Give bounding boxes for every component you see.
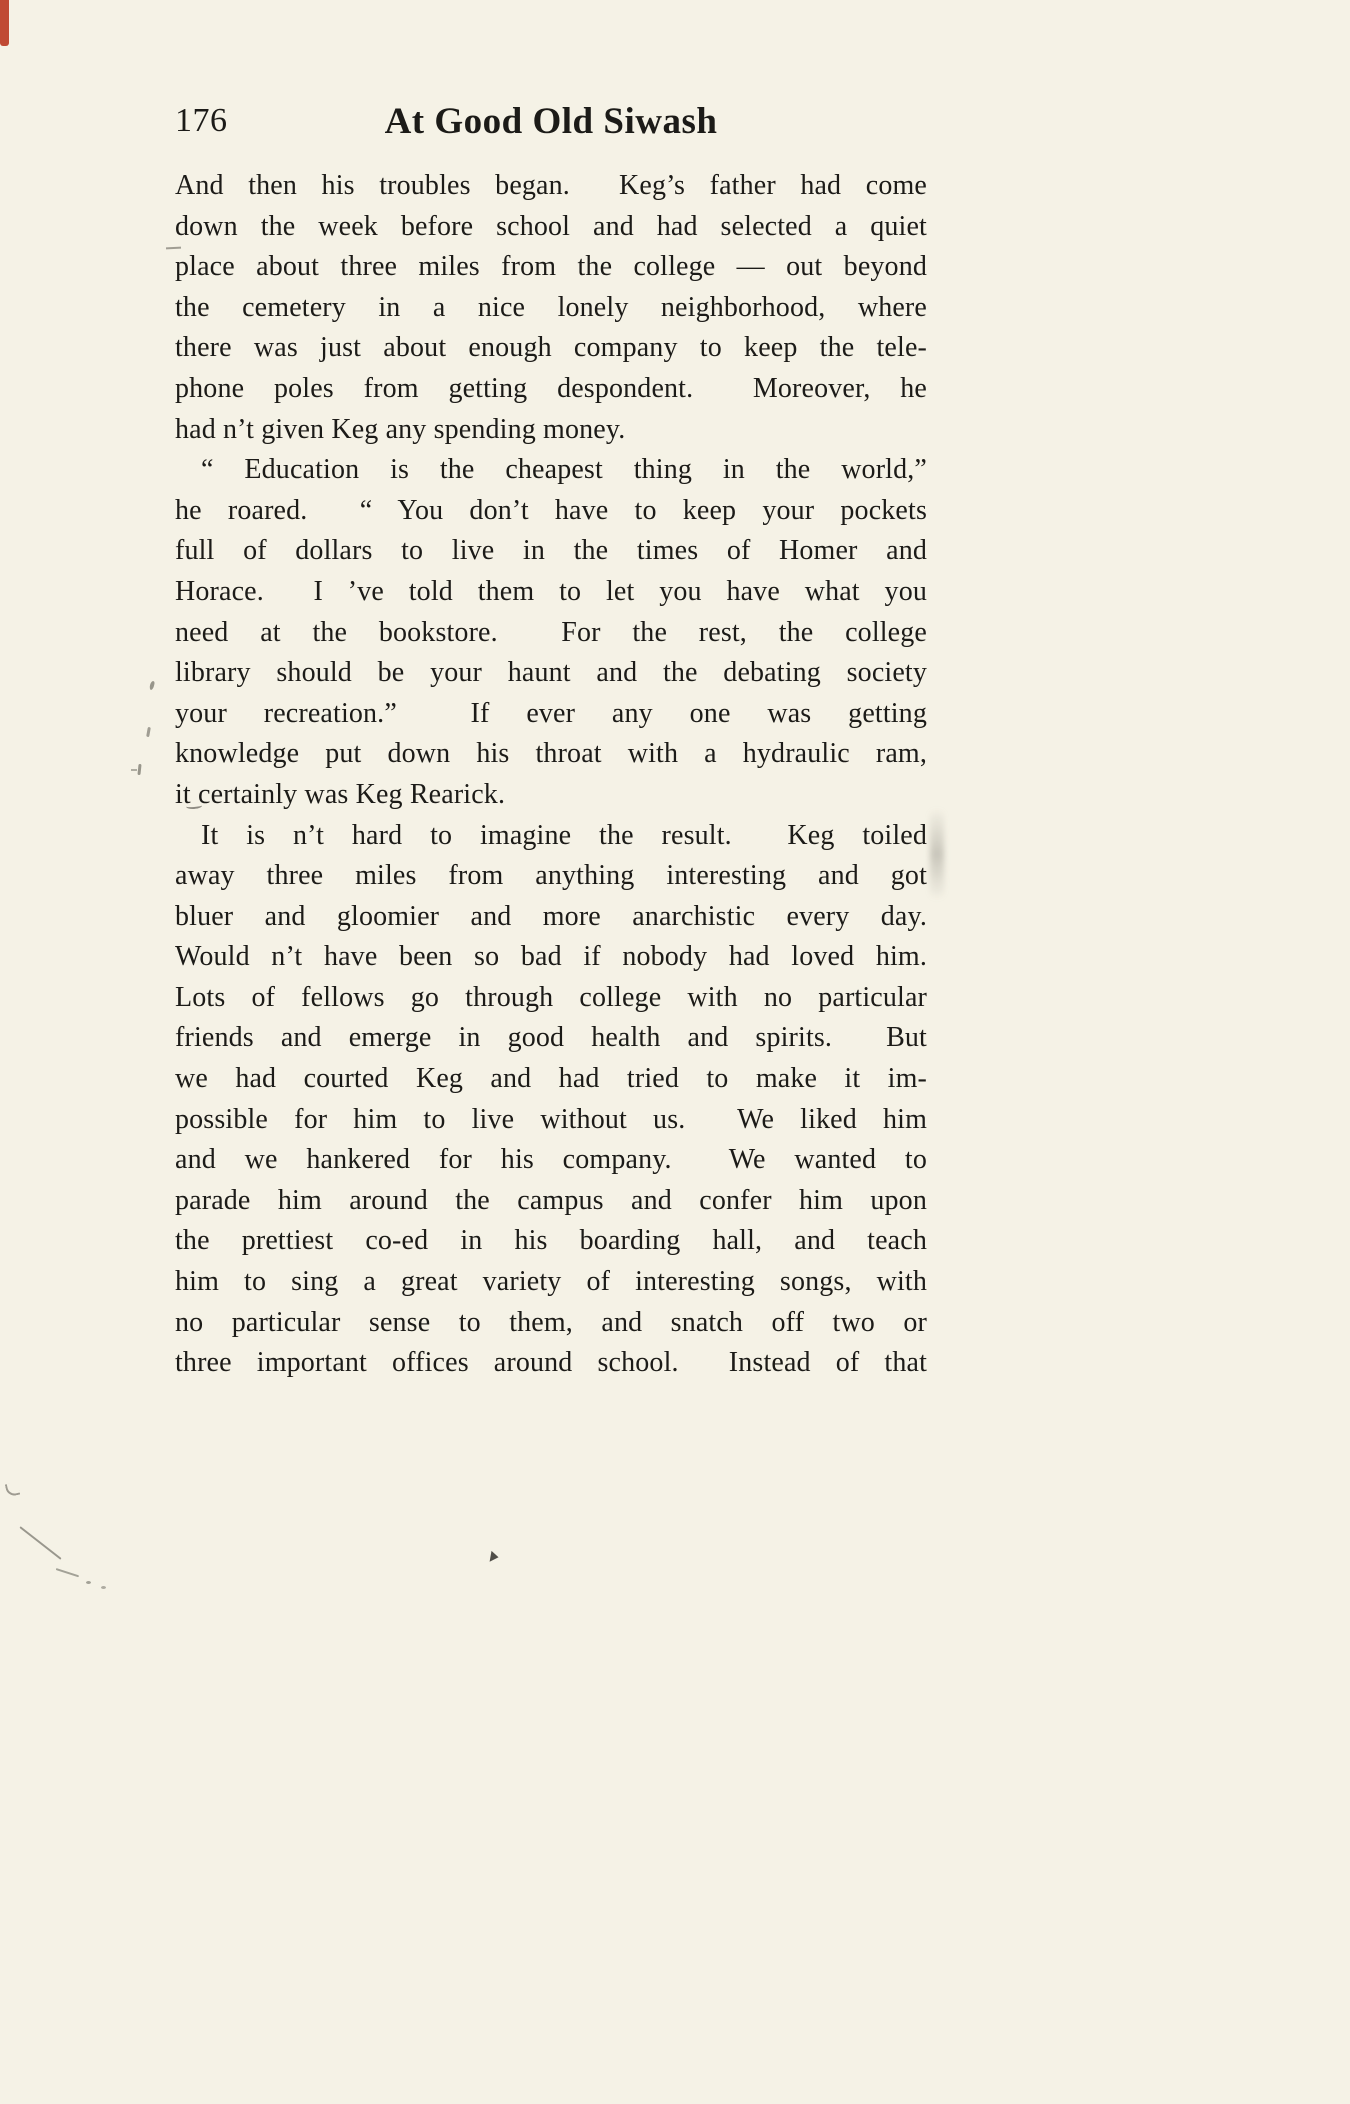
pencil-scribble (19, 1526, 61, 1560)
text-line: down the week before school and had selected a quiet (175, 210, 927, 242)
text-line: knowledge put down his throat with a hydraulic ram, (175, 738, 927, 770)
text-line: we had courted Keg and had tried to make it im- (175, 1063, 927, 1095)
body-text (175, 166, 927, 1384)
text-line: And then his troubles began. Keg’s father had come (175, 170, 927, 201)
margin-mark (131, 769, 137, 771)
scan-smudge (930, 808, 944, 900)
text-line: and we hankered for his company. We wanted to (175, 1144, 927, 1176)
text-line: friends and emerge in good health and spirits. But (175, 1022, 927, 1054)
text-line: had n’t given Keg any spending money. (175, 413, 626, 445)
pencil-dot (101, 1586, 106, 1589)
text-line: Lots of fellows go through college with no particular (175, 981, 927, 1013)
page-title: At Good Old Siwash (384, 101, 718, 142)
text-line: he roared. “ You don’t have to keep your pockets (175, 494, 927, 526)
paragraph (175, 816, 927, 1384)
ink-speck (490, 1551, 500, 1563)
text-line: need at the bookstore. For the rest, the college (175, 616, 927, 648)
text-line: Horace. I ’ve told them to let you have what you (175, 575, 927, 607)
text-line: full of dollars to live in the times of Homer and (175, 535, 927, 567)
text-line: him to sing a great variety of interesting songs, with (175, 1266, 927, 1298)
text-line: the prettiest co-ed in his boarding hall, and teach (175, 1225, 927, 1257)
text-line: your recreation.” If ever any one was getting (175, 697, 927, 729)
margin-mark (137, 764, 141, 775)
text-line: there was just about enough company to keep the tele- (175, 332, 927, 364)
text-line: possible for him to live without us. We liked him (175, 1103, 927, 1135)
margin-mark (149, 681, 155, 691)
paragraph (175, 166, 927, 450)
text-line: no particular sense to them, and snatch off two or (175, 1306, 927, 1338)
text-line: It is n’t hard to imagine the result. Keg toiled (201, 819, 927, 851)
text-line: bluer and gloomier and more anarchistic every day. (175, 900, 927, 932)
text-line: Would n’t have been so bad if nobody had loved him. (175, 941, 927, 973)
page-header (175, 100, 927, 166)
page-text (175, 100, 927, 1384)
pencil-dot (86, 1581, 91, 1584)
paragraph (175, 450, 927, 815)
text-line: away three miles from anything interesting and got (175, 860, 927, 892)
text-line: “ Education is the cheapest thing in the world,” (201, 454, 927, 486)
pencil-scribble (56, 1568, 79, 1577)
text-line: it certainly was Keg Rearick. (175, 778, 506, 810)
text-line: three important offices around school. Instead of that (175, 1347, 927, 1379)
text-line: phone poles from getting despondent. Moreover, he (175, 372, 927, 404)
text-line: place about three miles from the college — out beyond (175, 251, 927, 283)
text-line: library should be your haunt and the debating society (175, 657, 927, 689)
text-line: parade him around the campus and confer him upon (175, 1184, 927, 1216)
pencil-scribble (5, 1482, 20, 1497)
text-line: the cemetery in a nice lonely neighborhood, where (175, 291, 927, 323)
margin-mark (146, 727, 151, 737)
red-edge-artifact (0, 0, 9, 46)
page-number: 176 (175, 102, 228, 139)
